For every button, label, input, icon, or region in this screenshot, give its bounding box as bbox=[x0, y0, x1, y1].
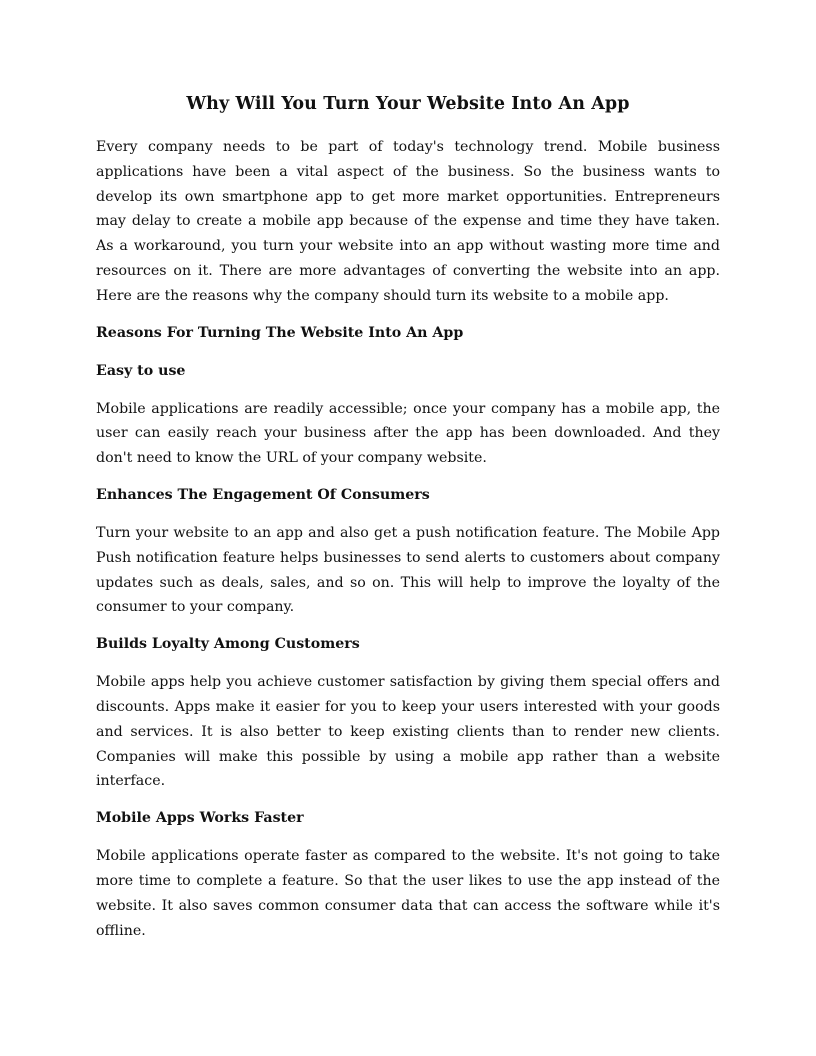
section-heading-faster: Mobile Apps Works Faster bbox=[96, 810, 304, 827]
section-heading-engagement: Enhances The Engagement Of Consumers bbox=[96, 486, 430, 503]
section-heading-easy-to-use: Easy to use bbox=[96, 362, 186, 379]
reasons-heading: Reasons For Turning The Website Into An App bbox=[96, 324, 464, 341]
document-title: Why Will You Turn Your Website Into An App bbox=[186, 94, 630, 114]
document-page bbox=[96, 92, 720, 955]
section-body-easy-to-use: Mobile applications are readily accessible; once your company has a mobile app, the user can easily reach your business after the app has been downloaded. And they don't need to know the URL of your company website. bbox=[96, 400, 720, 467]
section-body-faster: Mobile applications operate faster as compared to the website. It's not going to take more time to complete a feature. So that the user likes to use the app instead of the website. It also saves common consumer data that can access the software while it's offline. bbox=[96, 848, 720, 939]
section-body-engagement: Turn your website to an app and also get a push notification feature. The Mobile App Push notification feature helps businesses to send alerts to customers about company updates such as deals, sales, and so on. This will help to improve the loyalty of the consumer to your company. bbox=[96, 524, 720, 616]
section-heading-loyalty: Builds Loyalty Among Customers bbox=[96, 636, 360, 653]
intro-paragraph: Every company needs to be part of today's technology trend. Mobile business applications have been a vital aspect of the business. So the business wants to develop its own smartphone app to get more market opportunities. Entrepreneurs may delay to create a mobile app because of the expense and time they have taken. As a workaround, you turn your website into an app without wasting more time and resources on it. There are more advantages of converting the website into an app. Here are the reasons why the company should turn its website to a mobile app. bbox=[96, 139, 720, 304]
section-body-loyalty: Mobile apps help you achieve customer satisfaction by giving them special offers and discounts. Apps make it easier for you to keep your users interested with your goods and services. It is also better to keep existing clients than to render new clients. Companies will make this possible by using a mobile app rather than a website interface. bbox=[96, 674, 720, 790]
